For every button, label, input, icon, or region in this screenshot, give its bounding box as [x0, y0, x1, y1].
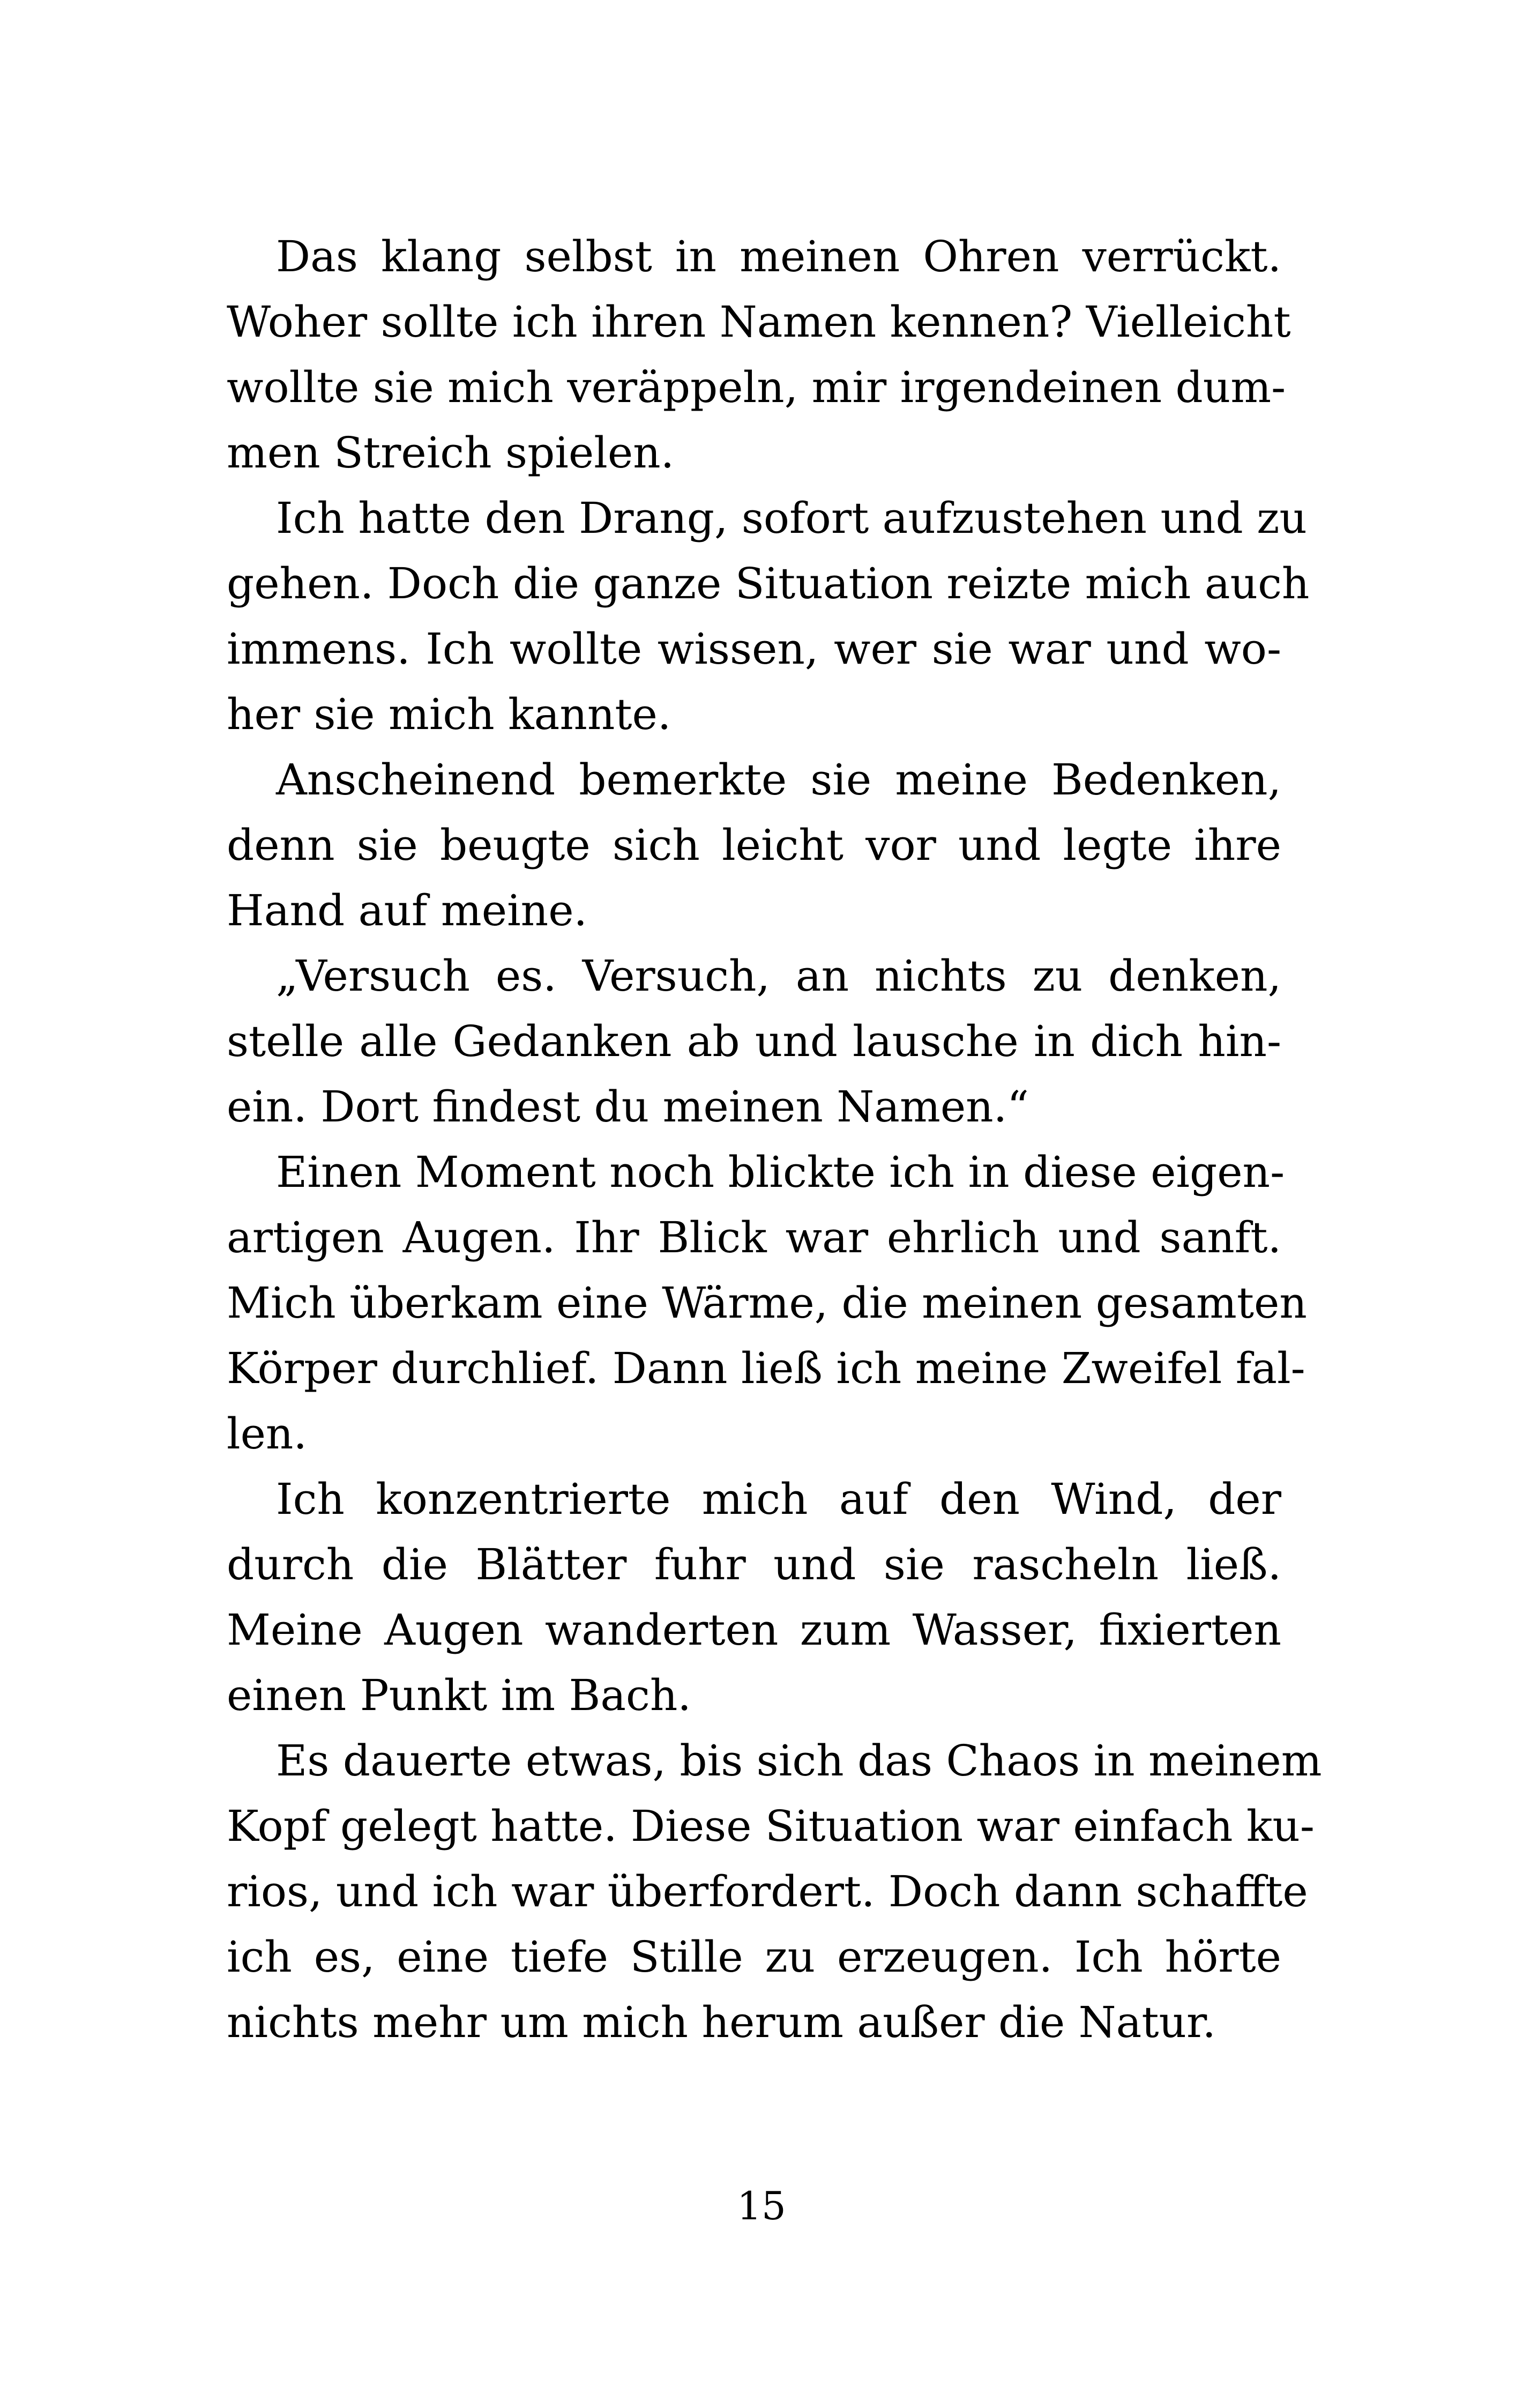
text-line: len. [227, 1409, 307, 1459]
text-line: wollte sie mich veräppeln, mir irgendeinen dum- [227, 362, 1286, 412]
text-line: Anscheinend bemerkte sie meine Bedenken, [276, 755, 1281, 805]
text-line: durch die Blätter fuhr und sie rascheln ließ. [227, 1540, 1281, 1589]
text-line: stelle alle Gedanken ab und lausche in dich hin- [227, 1016, 1281, 1066]
text-line: gehen. Doch die ganze Situation reizte mich auch [227, 559, 1310, 608]
text-line: immens. Ich wollte wissen, wer sie war und wo- [227, 624, 1281, 674]
text-line: Hand auf meine. [227, 886, 587, 935]
text-line: einen Punkt im Bach. [227, 1670, 691, 1720]
text-line: Es dauerte etwas, bis sich das Chaos in meinem [276, 1736, 1322, 1786]
text-line: „Versuch es. Versuch, an nichts zu denken, [276, 951, 1281, 1001]
text-line: ein. Dort findest du meinen Namen.“ [227, 1082, 1029, 1132]
text-line: denn sie beugte sich leicht vor und legte ihre [227, 820, 1281, 870]
text-line: her sie mich kannte. [227, 689, 671, 739]
page-number: 15 [737, 2183, 786, 2228]
text-line: Mich überkam eine Wärme, die meinen gesamten [227, 1278, 1307, 1328]
text-line: Ich hatte den Drang, sofort aufzustehen und zu [276, 493, 1307, 543]
text-line: Kopf gelegt hatte. Diese Situation war einfach ku- [227, 1801, 1315, 1851]
text-line: Körper durchlief. Dann ließ ich meine Zweifel fal- [227, 1343, 1305, 1393]
text-line: Ich konzentrierte mich auf den Wind, der [276, 1474, 1281, 1524]
text-line: Meine Augen wanderten zum Wasser, fixierten [227, 1605, 1281, 1655]
text-line: rios, und ich war überfordert. Doch dann schaffte [227, 1867, 1308, 1916]
text-line: Das klang selbst in meinen Ohren verrückt. [276, 232, 1281, 281]
text-line: men Streich spielen. [227, 428, 675, 478]
text-line: artigen Augen. Ihr Blick war ehrlich und sanft. [227, 1213, 1281, 1262]
text-line: Woher sollte ich ihren Namen kennen? Vielleicht [227, 297, 1291, 347]
text-line: Einen Moment noch blickte ich in diese eigen- [276, 1147, 1285, 1197]
text-line: nichts mehr um mich herum außer die Natur. [227, 1997, 1216, 2047]
text-line: ich es, eine tiefe Stille zu erzeugen. Ich hörte [227, 1932, 1281, 1982]
